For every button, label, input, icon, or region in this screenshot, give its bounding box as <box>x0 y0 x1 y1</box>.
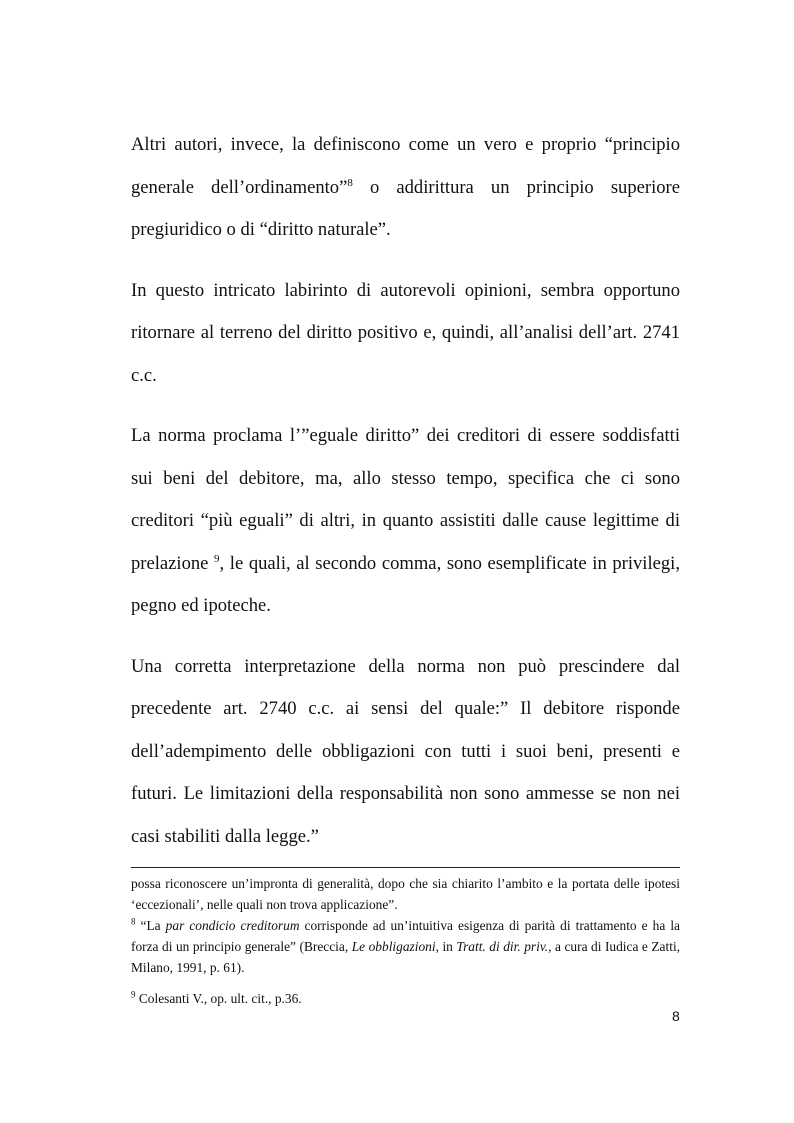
footnote-9-text: Colesanti V., op. ult. cit., p.36. <box>135 991 302 1006</box>
footnote-ref-9: 9 <box>214 552 220 565</box>
footnote-8-italic-3: Tratt. di dir. priv. <box>456 939 549 954</box>
paragraph-3 <box>131 415 680 628</box>
footnote-8 <box>131 915 680 978</box>
footnote-8-italic-2: Le obbligazioni <box>351 939 436 954</box>
footnote-8-text-4: , a cura di Iudica e Zatti, Milano, 1991, p. 61). <box>131 939 681 975</box>
footnote-9 <box>131 988 680 1009</box>
footnote-ref-8: 8 <box>347 176 353 189</box>
main-text <box>131 124 680 876</box>
footnote-8-number: 8 <box>131 916 136 927</box>
paragraph-4: Una corretta interpretazione della norma non può prescindere dal precedente art. 2740 c.c. ai sensi del quale:” Il debitore risponde dell’adempimento delle obbligazioni con tutti i suoi beni, presenti e futuri. Le limitazioni della responsabilità non sono ammesse se non nei casi stabiliti dalla legge.” <box>131 655 680 847</box>
footnotes <box>131 873 680 1009</box>
paragraph-1-text-a: Altri autori, invece, la definiscono come un vero e proprio “principio generale dell’ordinamento” <box>131 134 680 198</box>
paragraph-2: In questo intricato labirinto di autorevoli opinioni, sembra opportuno ritornare al terreno del diritto positivo e, quindi, all’analisi dell’art. 2741 c.c. <box>131 279 680 386</box>
paragraph-1-text-b: o addirittura un principio superiore pregiuridico o di “diritto naturale”. <box>131 176 681 240</box>
paragraph-3-text-b: , le quali, al secondo comma, sono esemplificate in privilegi, pegno ed ipoteche. <box>131 552 681 616</box>
paragraph-3-text-a: La norma proclama l’”eguale diritto” dei creditori di essere soddisfatti sui beni del debitore, ma, allo stesso tempo, specifica che ci sono creditori “più eguali” di altri, in quanto assistiti dalle cause legittime di prelazione <box>131 425 680 574</box>
footnote-separator <box>131 867 680 868</box>
footnote-8-text-2: corrisponde ad un’intuitiva esigenza di parità di trattamento e ha la forza di un principio generale” (Breccia, <box>131 918 681 954</box>
page-number: 8 <box>672 1008 680 1024</box>
footnote-8-text-1: “La <box>135 918 166 933</box>
paragraph-1 <box>131 124 680 252</box>
footnote-8-italic-1: par condicio creditorum <box>165 918 300 933</box>
footnote-8-text-3: , in <box>435 939 457 954</box>
footnote-9-number: 9 <box>131 989 136 1000</box>
footnote-continuation: possa riconoscere un’impronta di generalità, dopo che sia chiarito l’ambito e la portata delle ipotesi ‘eccezionali’, nelle quali non trova applicazione”. <box>131 876 680 912</box>
